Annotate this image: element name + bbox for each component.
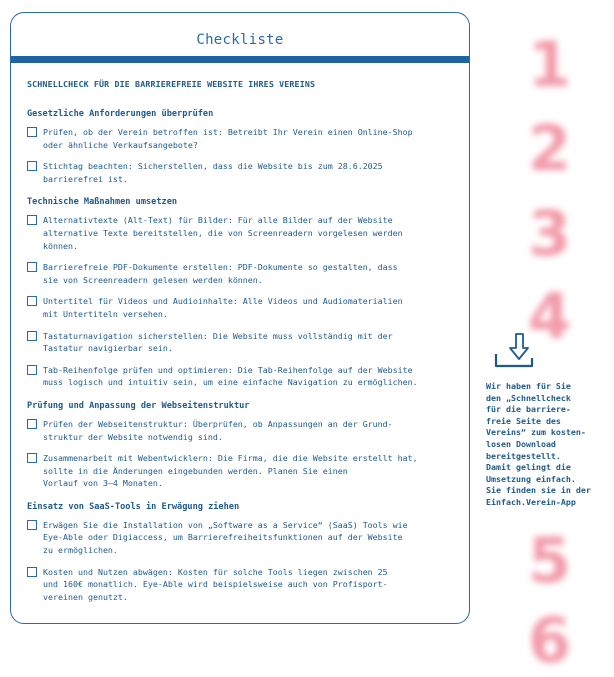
download-info-text: Wir haben für Sie den „Schnellcheck für die barriere- freie Seite des Vereins“ zum kosten- losen Download bereitgestellt. Damit gelingt die Umsetzung einfach. Sie finden sie in der Einfach.Verein-App (486, 381, 591, 507)
checkbox[interactable] (27, 567, 37, 577)
step-number: 3 (528, 197, 572, 270)
item-text: Barrierefreie PDF-Dokumente erstellen: PDF-Dokumente so gestalten, dass sie von Screenreadern gelesen werden können. (43, 262, 398, 285)
item-text: Alternativtexte (Alt-Text) für Bilder: Für alle Bilder auf der Website alternative Texte bereitstellen, die von Screenreadern vorgelesen werden können. (43, 215, 403, 251)
item-text: Prüfen, ob der Verein betroffen ist: Betreibt Ihr Verein einen Online-Shop oder ähnliche Verkaufsangebote? (43, 127, 413, 150)
item-text: Tab-Reihenfolge prüfen und optimieren: Die Tab-Reihenfolge auf der Website muss logisch und intuitiv sein, um eine einfache Navigation zu ermöglichen. (43, 364, 418, 388)
checklist-item (27, 519, 455, 557)
checkbox[interactable] (27, 161, 37, 171)
step-number: 2 (528, 112, 572, 185)
item-text: Erwägen Sie die Installation von „Software as a Service“ (SaaS) Tools wie Eye-Able oder Digiaccess, um Barrierefreiheitsfunktionen auf der Website zu ermöglichen. (43, 519, 408, 556)
checklist-item (27, 566, 455, 604)
item-text: Zusammenarbeit mit Webentwicklern: Die Firma, die die Website erstellt hat, sollte in die Änderungen eingebunden werden. Planen Sie einen Vorlauf von 3–4 Monaten. (43, 453, 418, 489)
checklist-item (27, 160, 455, 185)
checklist-item (27, 295, 455, 320)
step-number: 6 (528, 604, 572, 677)
checkbox[interactable] (27, 453, 37, 463)
checklist-item (27, 418, 455, 443)
checkbox[interactable] (27, 520, 37, 530)
checkbox[interactable] (27, 127, 37, 137)
section-technical (27, 197, 455, 389)
checklist-item (27, 364, 455, 389)
section-title: Einsatz von SaaS-Tools in Erwägung ziehen (27, 501, 240, 512)
checklist-item (27, 261, 455, 286)
checklist-item (27, 126, 455, 151)
item-text: Stichtag beachten: Sicherstellen, dass die Website bis zum 28.6.2025 barrierefrei ist. (43, 161, 383, 184)
step-number: 1 (528, 28, 572, 101)
item-text: Untertitel für Videos und Audioinhalte: Alle Videos und Audiomaterialien mit Untertiteln versehen. (43, 296, 403, 319)
item-text: Prüfen der Webseitenstruktur: Überprüfen, ob Anpassungen an der Grund- struktur der Website notwendig sind. (43, 418, 393, 442)
section-title: Gesetzliche Anforderungen überprüfen (27, 109, 214, 119)
section-saas (27, 502, 455, 604)
step-number: 5 (528, 524, 572, 597)
section-title: Technische Maßnahmen umsetzen (27, 197, 178, 208)
title-divider (11, 56, 469, 63)
section-structure (27, 401, 455, 490)
checklist-subtitle: SCHNELLCHECK FÜR DIE BARRIEREFREIE WEBSITE IHRES VEREINS (27, 79, 316, 89)
checkbox[interactable] (27, 331, 37, 341)
section-title: Prüfung und Anpassung der Webseitenstruktur (27, 400, 250, 411)
card-title: Checkliste (196, 32, 284, 48)
download-icon[interactable] (494, 332, 534, 370)
checkbox[interactable] (27, 262, 37, 272)
step-number: 4 (528, 280, 572, 353)
checkbox[interactable] (27, 419, 37, 429)
checklist-content (27, 79, 455, 615)
checklist-card (10, 12, 470, 624)
checklist-item (27, 214, 455, 252)
checklist-item (27, 452, 455, 490)
section-legal (27, 109, 455, 185)
item-text: Tastaturnavigation sicherstellen: Die Website muss vollständig mit der Tastatur navigierbar sein. (43, 330, 393, 354)
checkbox[interactable] (27, 296, 37, 306)
checklist-item (27, 330, 455, 355)
side-panel (484, 0, 614, 677)
checkbox[interactable] (27, 215, 37, 225)
item-text: Kosten und Nutzen abwägen: Kosten für solche Tools liegen zwischen 25 und 160€ monatlich. Eye-Able wird beispielsweise auch von Profisport- vereinen genutzt. (43, 566, 388, 602)
checkbox[interactable] (27, 365, 37, 375)
